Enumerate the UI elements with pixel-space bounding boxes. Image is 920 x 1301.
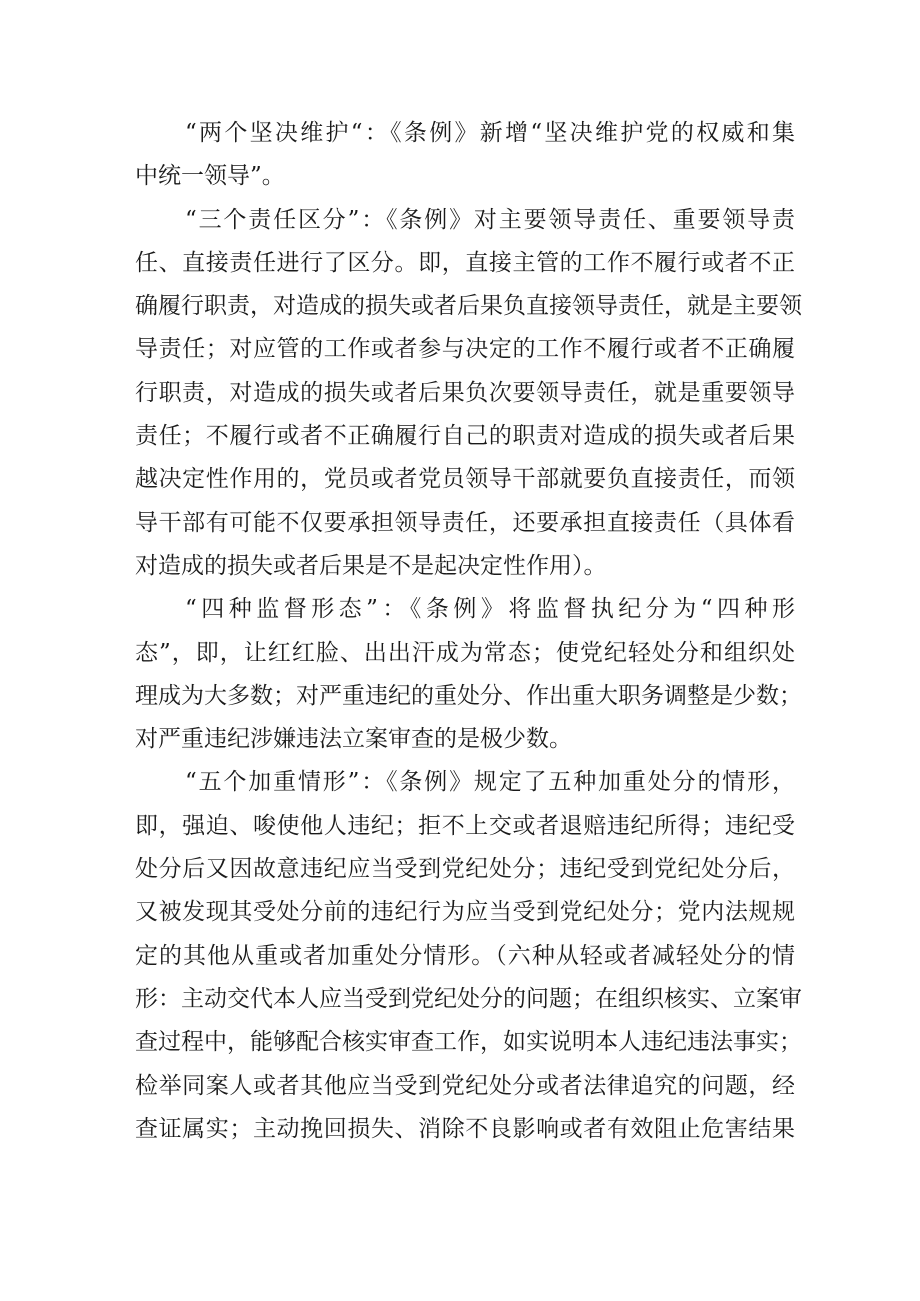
text-line: “五个加重情形”：《条例》规定了五种加重处分的情形， xyxy=(185,769,795,796)
paragraph-four-forms-of-supervision xyxy=(135,588,802,761)
document-body xyxy=(135,112,802,1151)
text-line: 对严重违纪涉嫌违法立案审查的是极少数。 xyxy=(135,726,572,753)
paragraph-three-responsibilities xyxy=(135,199,802,589)
text-line: 定的其他从重或者加重处分情形。（六种从轻或者减轻处分的情 xyxy=(135,942,795,969)
text-line: 责任；不履行或者不正确履行自己的职责对造成的损失或者后果 xyxy=(135,423,795,450)
text-line: “四种监督形态”：《条例》将监督执纪分为“四种形 xyxy=(185,596,795,623)
text-line: 即，强迫、唆使他人违纪；拒不上交或者退赔违纪所得；违纪受 xyxy=(135,812,795,839)
text-line: “三个责任区分”：《条例》对主要领导责任、重要领导责 xyxy=(185,206,795,233)
paragraph-five-aggravating-circumstances xyxy=(135,761,802,1151)
text-line: 理成为大多数；对严重违纪的重处分、作出重大职务调整是少数； xyxy=(135,682,802,709)
text-line: 对造成的损失或者后果是不是起决定性作用）。 xyxy=(135,552,607,579)
text-line: 查过程中，能够配合核实审查工作，如实说明本人违纪违法事实； xyxy=(135,1029,802,1056)
text-line: “两个坚决维护“：《条例》新增“坚决维护党的权威和集 xyxy=(185,120,795,146)
text-line: 查证属实；主动挽回损失、消除不良影响或者有效阻止危害结果 xyxy=(135,1115,795,1142)
text-line: 态”，即，让红红脸、出出汗成为常态；使党纪轻处分和组织处 xyxy=(135,639,795,666)
paragraph-two-resolute-safeguards xyxy=(135,112,795,199)
text-line: 中统一领导”。 xyxy=(135,163,285,190)
text-line: 导干部有可能不仅要承担领导责任，还要承担直接责任（具体看 xyxy=(135,509,795,536)
text-line: 确履行职责，对造成的损失或者后果负直接领导责任，就是主要领 xyxy=(135,293,802,320)
text-line: 任、直接责任进行了区分。即，直接主管的工作不履行或者不正 xyxy=(135,249,795,276)
text-line: 处分后又因故意违纪应当受到党纪处分；违纪受到党纪处分后， xyxy=(135,856,795,883)
text-line: 形：主动交代本人应当受到党纪处分的问题；在组织核实、立案审 xyxy=(135,985,802,1012)
text-line: 行职责，对造成的损失或者后果负次要领导责任，就是重要领导 xyxy=(135,379,795,406)
text-line: 导责任；对应管的工作或者参与决定的工作不履行或者不正确履 xyxy=(135,336,795,363)
text-line: 又被发现其受处分前的违纪行为应当受到党纪处分；党内法规规 xyxy=(135,899,795,926)
text-line: 越决定性作用的，党员或者党员领导干部就要负直接责任，而领 xyxy=(135,466,795,493)
text-line: 检举同案人或者其他应当受到党纪处分或者法律追究的问题，经 xyxy=(135,1072,795,1099)
